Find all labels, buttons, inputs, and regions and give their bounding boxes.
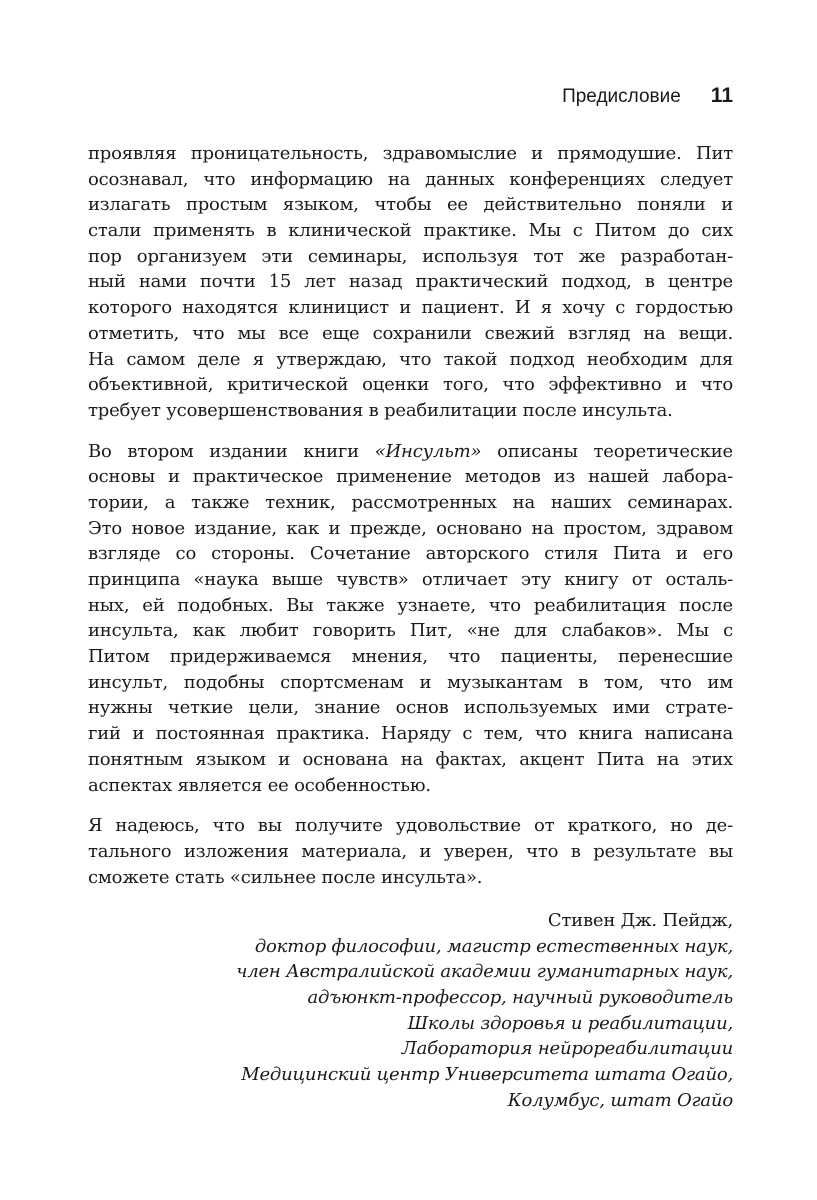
text-line: принципа «наука выше чувств» отличает эту книгу от осталь- (88, 569, 733, 590)
text-line: проявляя проницательность, здравомыслие и прямодушие. Пит (88, 143, 733, 164)
signature-title: член Австралийской академии гуманитарных наук, (236, 961, 733, 983)
signature-name: Стивен Дж. Пейдж, (547, 910, 733, 931)
text-line: нужны четкие цели, знание основ используемых ими страте- (88, 697, 733, 719)
text-line: сможете стать «сильнее после инсульта». (88, 866, 483, 888)
text-line: понятным языком и основана на фактах, акцент Пита на этих (88, 748, 733, 770)
signature-title: Медицинский центр Университета штата Огайо, (241, 1064, 733, 1086)
signature-block (236, 908, 733, 1114)
text-line: инсульта, как любит говорить Пит, «не для слабаков». Мы с (88, 620, 733, 642)
text-line: На самом деле я утверждаю, что такой подход необходим для (88, 348, 733, 370)
signature-title: адъюнкт-профессор, научный руководитель (307, 987, 733, 1009)
text-line: тории, а также техник, рассмотренных на наших семинарах. (88, 491, 733, 513)
paragraph (88, 141, 733, 424)
text-line: аспектах является ее особенностью. (88, 774, 431, 796)
paragraph (88, 439, 733, 799)
text-line: Я надеюсь, что вы получите удовольствие от краткого, но де- (88, 815, 733, 837)
text-line: Питом придерживаемся мнения, что пациенты, перенесшие (88, 646, 733, 668)
text-line: тального изложения материала, и уверен, что в результате вы (88, 840, 733, 862)
text-line: требует усовершенствования в реабилитации после инсульта. (88, 399, 673, 421)
body-text (88, 141, 733, 905)
text-line: Это новое издание, как и прежде, основано на простом, здравом (88, 517, 733, 539)
text-line: гий и постоянная практика. Наряду с тем, что книга написана (88, 723, 733, 745)
text-line: инсульт, подобны спортсменам и музыкантам в том, что им (88, 671, 733, 693)
page-number: 11 (710, 84, 733, 107)
running-header (562, 84, 733, 108)
text-line: излагать простым языком, чтобы ее действительно поняли и (88, 194, 733, 216)
text-line: объективной, критической оценки того, что эффективно и что (88, 374, 733, 396)
signature-title: Колумбус, штат Огайо (507, 1089, 733, 1111)
signature-title: доктор философии, магистр естественных наук, (254, 935, 733, 957)
text-line: ных, ей подобных. Вы также узнаете, что реабилитация после (88, 594, 733, 616)
text-line: Во втором издании книги «Инсульт» описаны теоретические (88, 440, 733, 462)
text-line: которого находятся клиницист и пациент. И я хочу с гордостью (88, 297, 733, 319)
section-title: Предисловие (562, 86, 681, 107)
paragraph (88, 813, 733, 890)
signature-title: Школы здоровья и реабилитации, (407, 1012, 733, 1034)
text-line: пор организуем эти семинары, используя тот же разработан- (88, 245, 733, 267)
text-line: осознавал, что информацию на данных конференциях следует (88, 168, 733, 190)
text-line: взгляде со стороны. Сочетание авторского стиля Пита и его (88, 543, 733, 565)
text-line: отметить, что мы все еще сохранили свежий взгляд на вещи. (88, 322, 733, 344)
text-line: ный нами почти 15 лет назад практический подход, в центре (88, 271, 733, 293)
text-line: основы и практическое применение методов из нашей лабора- (88, 466, 733, 488)
text-line: стали применять в клинической практике. Мы с Питом до сих (88, 220, 733, 242)
signature-title: Лаборатория нейрореабилитации (401, 1038, 733, 1060)
